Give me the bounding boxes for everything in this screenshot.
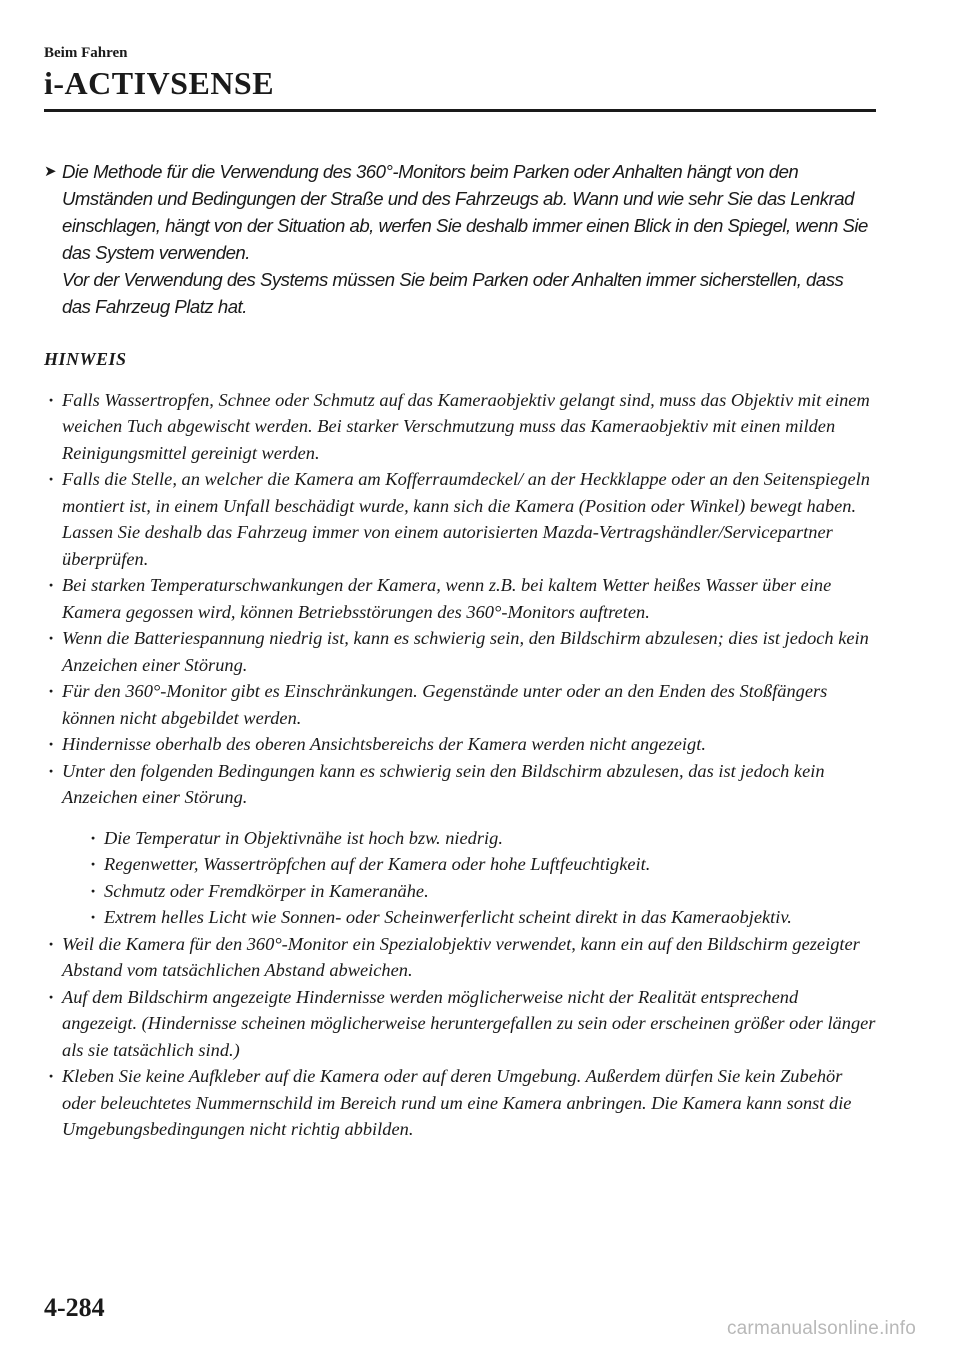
page-number: 4-284 [44,1293,105,1322]
note-heading: HINWEIS [44,349,127,369]
sub-list-item: · Regenwetter, Wassertröpfchen auf der Kamera oder hohe Luftfeuchtigkeit. [86,851,876,878]
warning-item [44,158,876,320]
sub-list [62,825,876,931]
warning-block [44,158,876,320]
list-item-text: Unter den folgenden Bedingungen kann es schwierig sein den Bildschirm abzulesen, das ist jedoch kein Anzeichen einer Störung. [62,760,825,807]
list-item: · Für den 360°-Monitor gibt es Einschränkungen. Gegenstände unter oder an den Enden des Stoßfängers können nicht abgebildet werden. [44,678,876,731]
header-divider [44,109,876,112]
list-item: · Falls die Stelle, an welcher die Kamera am Kofferraumdeckel/ an der Heckklappe oder an den Seitenspiegeln montiert ist, in einem Unfall beschädigt wurde, kann sich die Kamera (Position oder Winkel) bewegt haben. Lassen Sie deshalb das Fahrzeug immer von einem autorisierten Mazda-Vertragshändler/Servicepartner überprüfen. [44,466,876,572]
list-item: · Wenn die Batteriespannung niedrig ist, kann es schwierig sein, den Bildschirm abzulesen; dies ist jedoch kein Anzeichen einer Störung. [44,625,876,678]
list-item: · Hindernisse oberhalb des oberen Ansichtsbereichs der Kamera werden nicht angezeigt. [44,731,876,758]
list-item: · Auf dem Bildschirm angezeigte Hindernisse werden möglicherweise nicht der Realität entsprechend angezeigt. (Hindernisse scheinen möglicherweise heruntergefallen zu sein oder erscheinen größer oder länger als sie tatsächlich sind.) [44,984,876,1064]
triangle-right-icon: ➤ [44,163,57,180]
section-title: i-ACTIVSENSE [44,65,275,101]
sub-list-item: · Schmutz oder Fremdkörper in Kameranähe. [86,878,876,905]
section-label: Beim Fahren [44,45,128,61]
note-list [44,387,876,1143]
list-item [44,758,876,931]
list-item: · Kleben Sie keine Aufkleber auf die Kamera oder auf deren Umgebung. Außerdem dürfen Sie kein Zubehör oder beleuchtetes Nummernschild im Bereich rund um eine Kamera anbringen. Die Kamera kann sonst die Umgebungsbedingungen nicht richtig abbilden. [44,1063,876,1143]
sub-list-item: · Extrem helles Licht wie Sonnen- oder Scheinwerferlicht scheint direkt in das Kameraobjektiv. [86,904,876,931]
warning-paragraph-2: Vor der Verwendung des Systems müssen Sie beim Parken oder Anhalten immer sicherstellen, dass das Fahrzeug Platz hat. [62,269,844,317]
list-item: · Weil die Kamera für den 360°-Monitor ein Spezialobjektiv verwendet, kann ein auf den Bildschirm gezeigter Abstand vom tatsächlichen Abstand abweichen. [44,931,876,984]
page-header [44,44,876,102]
list-item: · Falls Wassertropfen, Schnee oder Schmutz auf das Kameraobjektiv gelangt sind, muss das Objektiv mit einem weichen Tuch abgewischt werden. Bei starker Verschmutzung muss das Kameraobjektiv mit einen milden Reinigungsmittel gereinigt werden. [44,387,876,467]
list-item: · Bei starken Temperaturschwankungen der Kamera, wenn z.B. bei kaltem Wetter heißes Wasser über eine Kamera gegossen wird, können Betriebsstörungen des 360°-Monitors auftreten. [44,572,876,625]
sub-list-item: · Die Temperatur in Objektivnähe ist hoch bzw. niedrig. [86,825,876,852]
warning-paragraph-1: Die Methode für die Verwendung des 360°-Monitors beim Parken oder Anhalten hängt von den Umständen und Bedingungen der Straße und des Fahrzeugs ab. Wann und wie sehr Sie das Lenkrad einschlagen, hängt von der Situation ab, werfen Sie deshalb immer einen Blick in den Spiegel, wenn Sie das System verwenden. [62,161,868,263]
note-block [44,346,876,1143]
watermark-link[interactable]: carmanualsonline.info [726,1318,916,1339]
